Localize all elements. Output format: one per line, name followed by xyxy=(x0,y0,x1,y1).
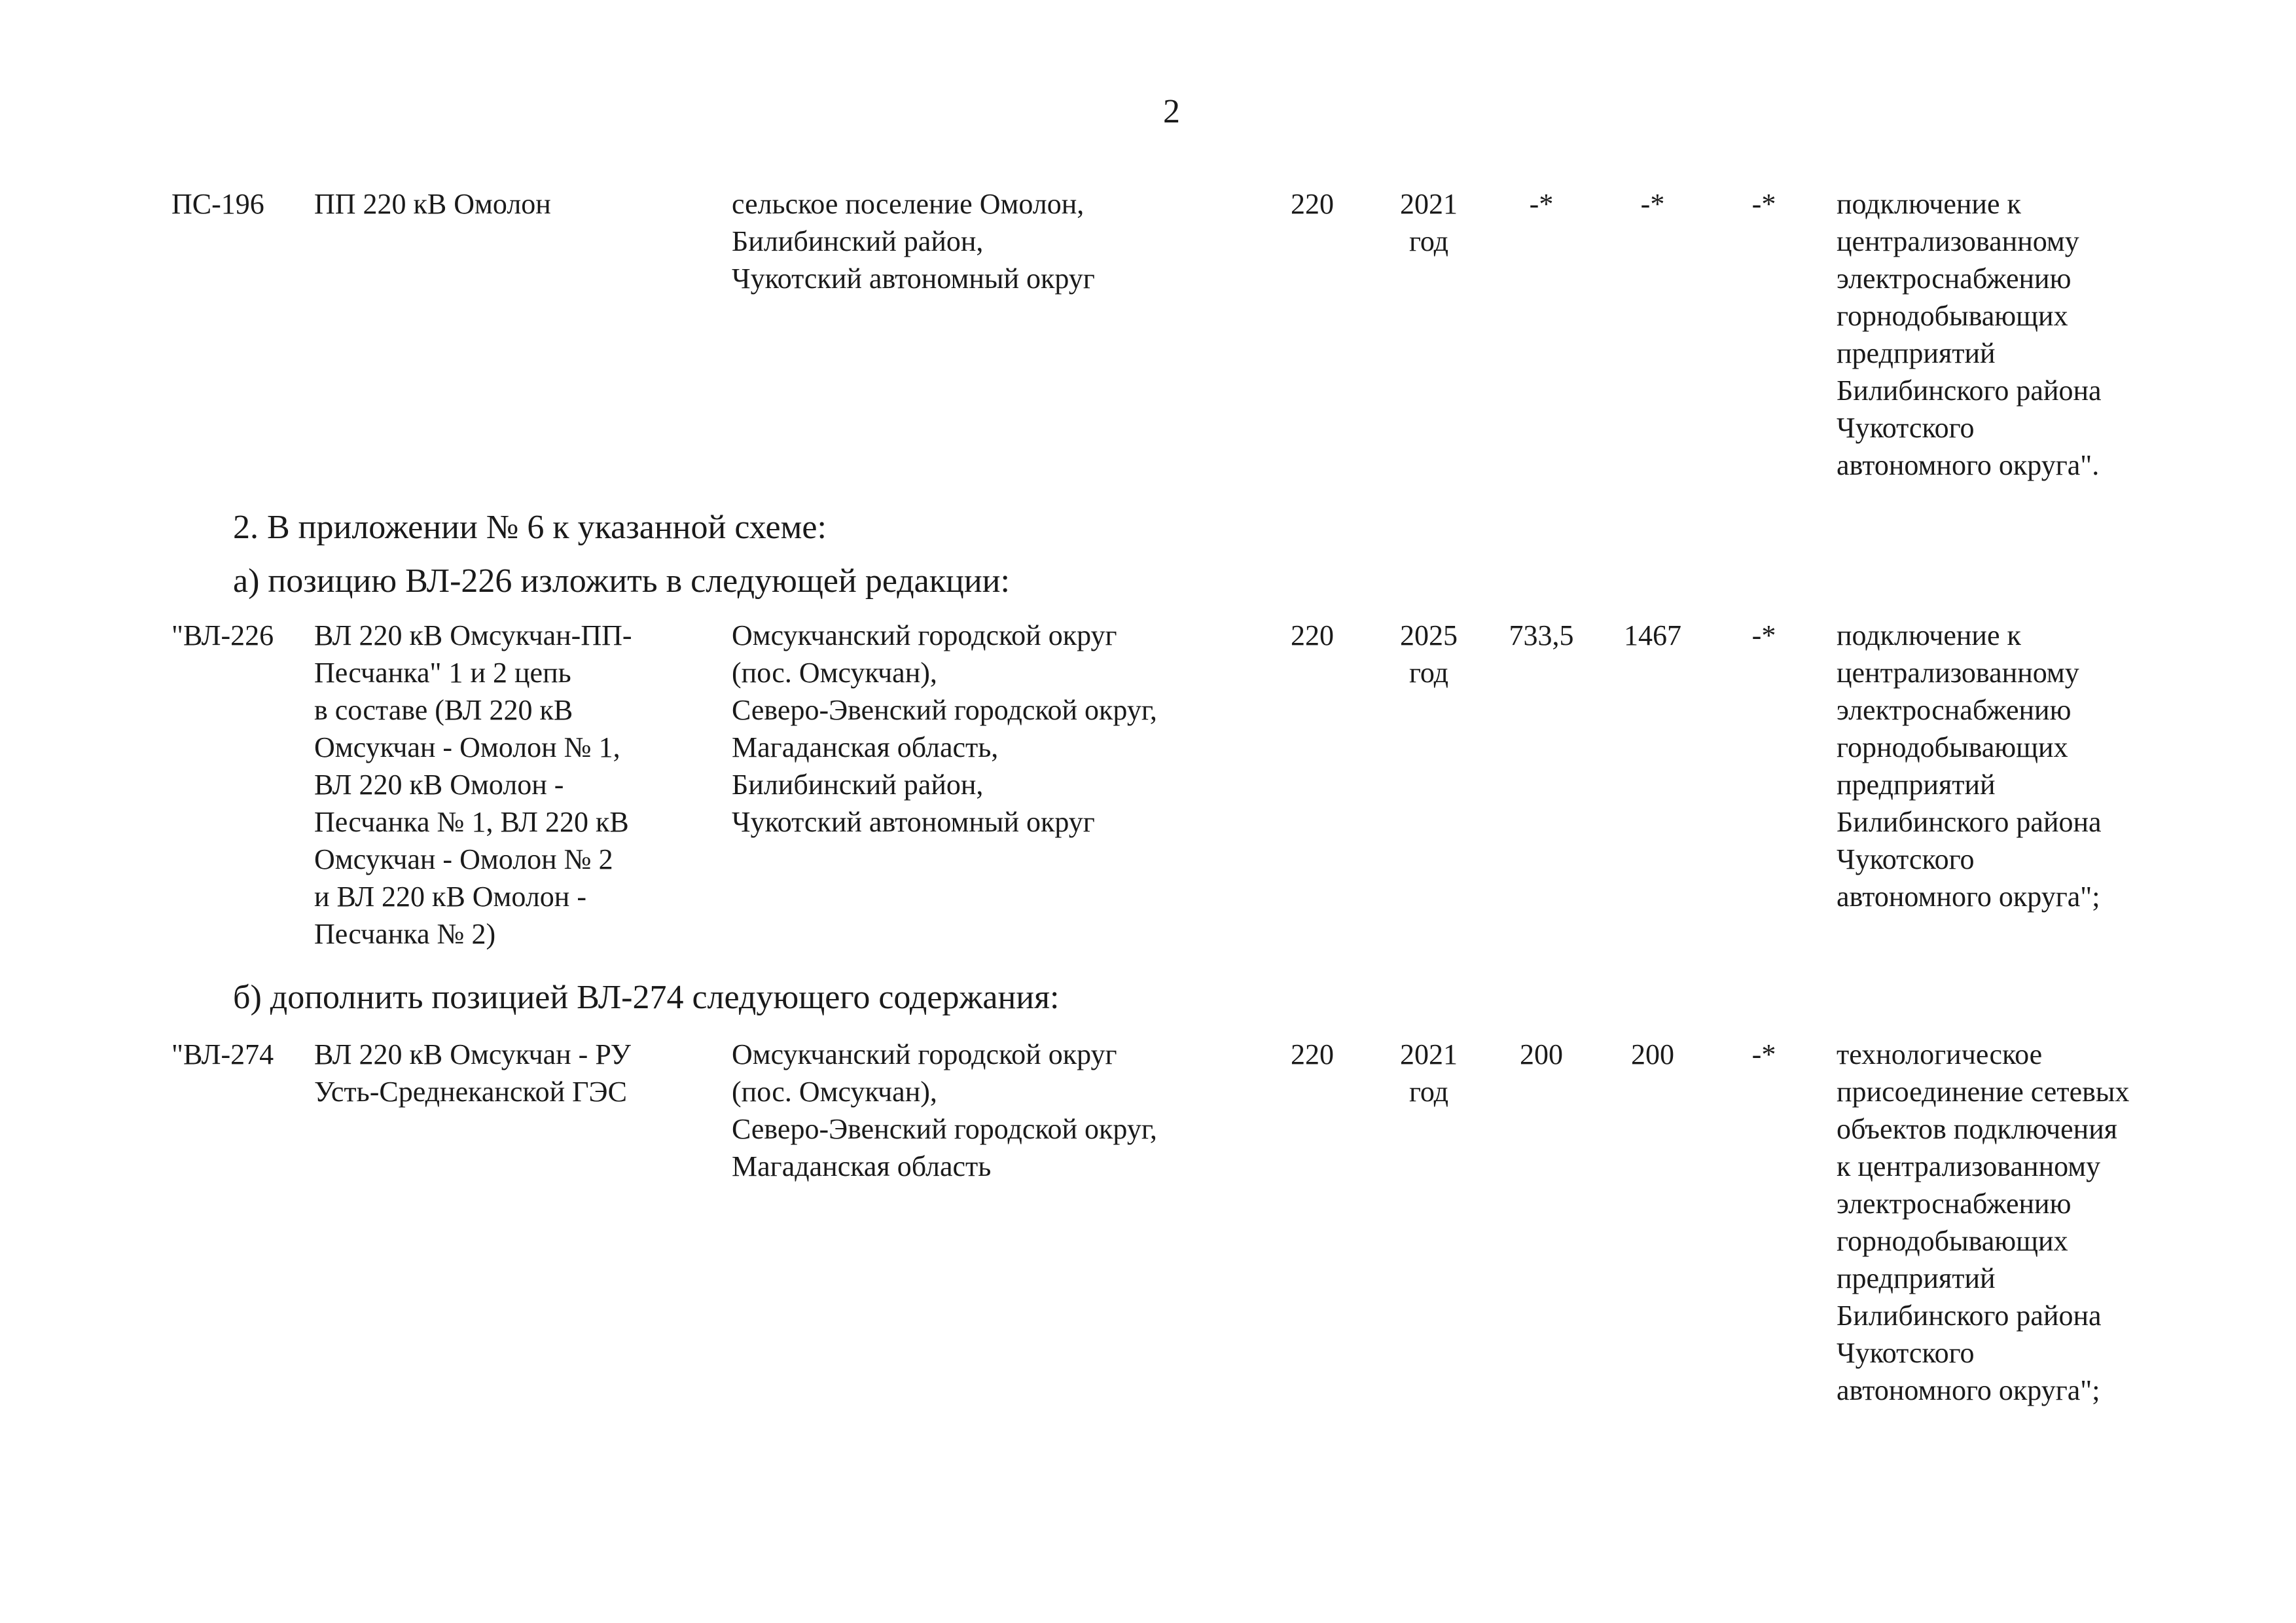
row-location: Омсукчанский городской округ (пос. Омсукчан), Северо-Эвенский городской округ, Магаданская область xyxy=(732,1038,1157,1182)
row-value-c: -* xyxy=(1751,188,1776,220)
row-name: ВЛ 220 кВ Омсукчан - РУ Усть-Среднеканской ГЭС xyxy=(314,1038,631,1108)
row-value-a: 200 xyxy=(1520,1038,1563,1070)
row-purpose: технологическое присоединение сетевых объектов подключения к централизованному электроснабжению горнодобывающих предприятий Билибинского района Чукотского автономного округа"; xyxy=(1837,1038,2130,1406)
row-value-c: -* xyxy=(1751,1038,1776,1070)
paragraph-sub-a: а) позицию ВЛ-226 изложить в следующей редакции: xyxy=(233,562,1010,600)
row-location: Омсукчанский городской округ (пос. Омсукчан), Северо-Эвенский городской округ, Магаданская область, Билибинский район, Чукотский автономный округ xyxy=(732,619,1157,838)
row-value-a: -* xyxy=(1529,188,1554,220)
row-code: ПС-196 xyxy=(171,188,264,220)
row-location: сельское поселение Омолон, Билибинский район, Чукотский автономный округ xyxy=(732,188,1095,295)
row-value-a: 733,5 xyxy=(1509,619,1574,651)
row-value-b: 200 xyxy=(1631,1038,1674,1070)
paragraph-item-2: 2. В приложении № 6 к указанной схеме: xyxy=(233,509,827,546)
row-value-b: -* xyxy=(1640,188,1665,220)
row-year: 2025 год xyxy=(1400,619,1458,689)
page-number: 2 xyxy=(1163,93,1180,130)
row-name: ВЛ 220 кВ Омсукчан-ПП- Песчанка" 1 и 2 цепь в составе (ВЛ 220 кВ Омсукчан - Омолон № 1, ВЛ 220 кВ Омолон - Песчанка № 1, ВЛ 220 кВ Омсукчан - Омолон № 2 и ВЛ 220 кВ Омолон - Песчанка № 2) xyxy=(314,619,632,950)
row-year: 2021 год xyxy=(1400,188,1458,257)
row-value-b: 1467 xyxy=(1624,619,1681,651)
row-voltage: 220 xyxy=(1291,1038,1334,1070)
row-name: ПП 220 кВ Омолон xyxy=(314,188,551,220)
paragraph-sub-b: б) дополнить позицией ВЛ-274 следующего содержания: xyxy=(233,979,1060,1016)
row-year: 2021 год xyxy=(1400,1038,1458,1108)
row-voltage: 220 xyxy=(1291,619,1334,651)
row-voltage: 220 xyxy=(1291,188,1334,220)
row-code: "ВЛ-226 xyxy=(171,619,274,651)
row-code: "ВЛ-274 xyxy=(171,1038,274,1070)
row-purpose: подключение к централизованному электроснабжению горнодобывающих предприятий Билибинского района Чукотского автономного округа"; xyxy=(1837,619,2102,913)
row-value-c: -* xyxy=(1751,619,1776,651)
row-purpose: подключение к централизованному электроснабжению горнодобывающих предприятий Билибинского района Чукотского автономного округа". xyxy=(1837,188,2102,481)
